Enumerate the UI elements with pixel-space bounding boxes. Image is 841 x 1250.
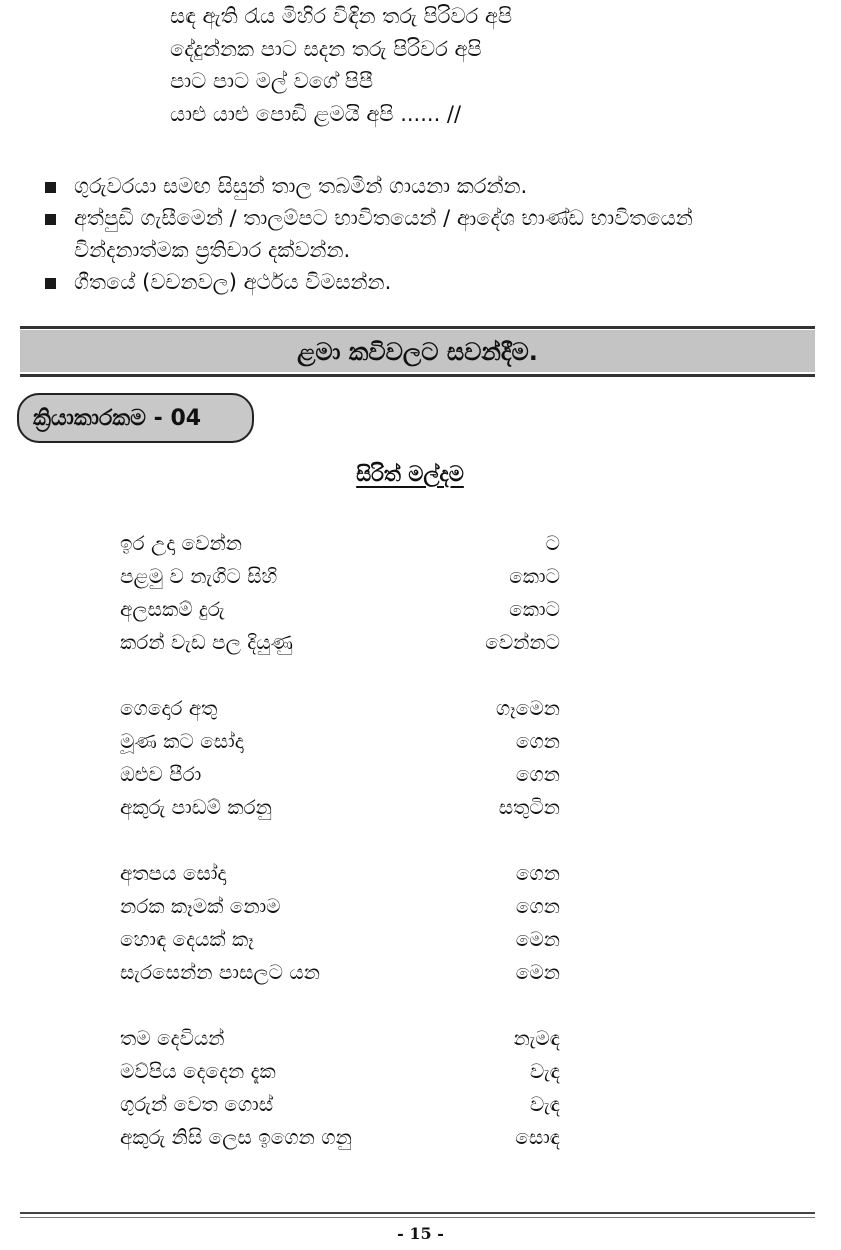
instruction-item — [45, 202, 825, 266]
poem-line — [120, 890, 560, 923]
poem-line — [120, 956, 560, 989]
instruction-text: වින්දනාත්මක ප්‍රතිචාර දක්වන්න. — [74, 238, 351, 262]
poem-line-end: සතුටින — [498, 795, 560, 819]
poem-line — [120, 527, 560, 560]
poem-line-end: ගෙන — [515, 894, 560, 918]
activity-label: ක්‍රියාකාරකම - 04 — [17, 393, 254, 443]
poem-title: සිරිත් මල්දම — [356, 462, 464, 486]
instruction-text: අත්පුඩි ගැසීමෙන් / තාලම්පට භාවිතයෙන් / ආදේශ භාණ්ඩ භාවිතයෙන් — [74, 206, 693, 230]
divider — [20, 374, 815, 377]
poem-line-end: නැමඳ — [513, 1026, 560, 1050]
poem-line-end: වැඳ — [529, 1092, 560, 1116]
instruction-text: ගීතයේ (වචනවල) අර්ථය විමසන්න. — [74, 270, 392, 294]
stanza — [120, 1022, 560, 1154]
poem-line-text: ගුරුන් වෙත ගොස් — [120, 1092, 274, 1116]
poem-line-text: නරක කෑමක් නොම — [120, 894, 281, 918]
poem-line — [120, 626, 560, 659]
section-title: ළමා කවිවලට සවන්දීම. — [297, 338, 538, 366]
square-bullet-icon — [45, 182, 56, 193]
poem-line — [120, 1121, 560, 1154]
poem-line — [120, 1022, 560, 1055]
square-bullet-icon — [45, 278, 56, 289]
poem-line-text: තම දෙවියන් — [120, 1026, 225, 1050]
poem-line-end: ට — [545, 531, 560, 555]
poem-line-text: අතපය සෝදා — [120, 861, 227, 885]
poem-line-text: පළමු ව නැගිට සිහි — [120, 564, 278, 588]
stanza — [120, 692, 560, 824]
poem-line-end: ගෙන — [515, 861, 560, 885]
poem-line-end: වෙන්නට — [485, 630, 560, 654]
section-banner — [20, 330, 815, 372]
poem-line-text: අකුරු නිසි ලෙස ඉගෙන ගනු — [120, 1125, 352, 1149]
instruction-item — [45, 170, 825, 202]
verse-line: යාළු යාළු පොඩි ළමයි අපි ...... // — [170, 101, 462, 126]
poem-line-end: කොට — [509, 597, 560, 621]
poem-line — [120, 560, 560, 593]
poem-line — [120, 1088, 560, 1121]
song-verse — [170, 0, 512, 130]
poem-line-end: ගෙන — [515, 762, 560, 786]
poem-line — [120, 857, 560, 890]
poem-line-text: ඔළුව පීරා — [120, 762, 202, 786]
divider — [20, 326, 815, 329]
poem-line — [120, 725, 560, 758]
poem-line — [120, 692, 560, 725]
poem-line-end: මෙන — [515, 960, 560, 984]
poem-line-end: මෙන — [515, 927, 560, 951]
poem-line — [120, 758, 560, 791]
poem-line — [120, 923, 560, 956]
poem-line-end: කොට — [509, 564, 560, 588]
page-number: - 15 - — [397, 1224, 444, 1243]
stanza — [120, 857, 560, 989]
instruction-item — [45, 266, 825, 298]
poem-line-text: සැරසෙන්න පාසලට යන — [120, 960, 320, 984]
poem-line-text: මව්පිය දෙදෙන දැක — [120, 1059, 276, 1083]
poem-line-text: ඉර උදා වෙන්න — [120, 531, 242, 555]
poem-line — [120, 1055, 560, 1088]
poem-line-end: වැඳ — [529, 1059, 560, 1083]
verse-line: සඳ ඇති රැය මිහිර විඳින තරු පිරිවර අපි — [170, 4, 513, 28]
verse-line: පාට පාට මල් වගේ පිපී — [170, 69, 374, 93]
poem — [120, 527, 560, 1187]
poem-line-text: කරන් වැඩ පල දියුණු — [120, 630, 293, 654]
poem-line-end: සොඳ — [515, 1125, 560, 1149]
square-bullet-icon — [45, 214, 56, 225]
poem-line — [120, 593, 560, 626]
poem-line — [120, 791, 560, 824]
footer-divider — [20, 1212, 815, 1214]
poem-line-text: මූණ කට සෝදා — [120, 729, 244, 753]
instruction-list — [45, 170, 825, 298]
stanza — [120, 527, 560, 659]
instruction-text: ගුරුවරයා සමඟ සිසුන් තාල තබමින් ගායනා කරන්න. — [74, 174, 528, 198]
poem-line-text: හොඳ දෙයක් කෑ — [120, 927, 254, 951]
poem-line-end: ගෑමෙන — [495, 696, 560, 720]
poem-line-end: ගෙන — [515, 729, 560, 753]
poem-line-text: අකුරු පාඩම් කරනු — [120, 795, 272, 819]
poem-line-text: ගෙදොර අතු — [120, 696, 218, 720]
verse-line: දේදුන්නක පාට සදන තරු පිරිවර අපි — [170, 36, 482, 61]
poem-line-text: අලසකම් දුරු — [120, 597, 225, 621]
footer-divider — [20, 1217, 815, 1218]
